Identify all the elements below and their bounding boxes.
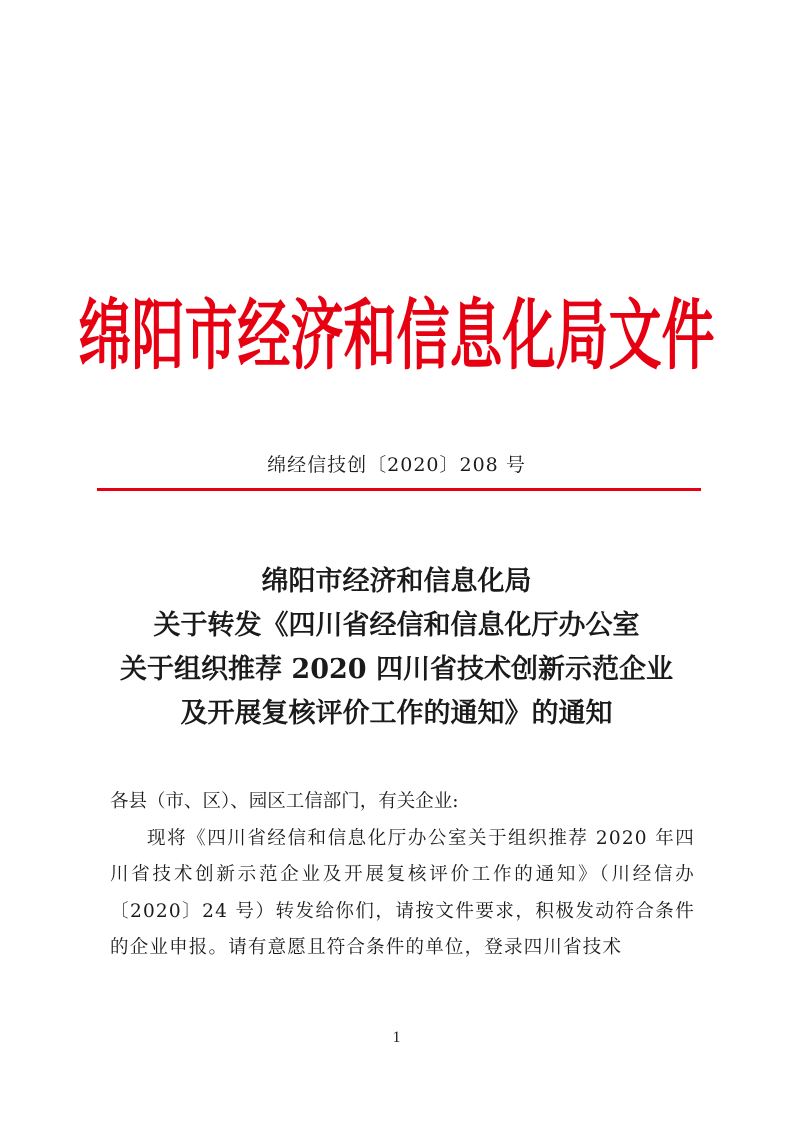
- title-line-2: 关于转发《四川省经信和信息化厅办公室: [153, 610, 640, 641]
- title-line-1: 绵阳市经济和信息化局: [261, 566, 532, 597]
- document-title: [0, 560, 793, 736]
- masthead-title: 绵阳市经济和信息化局文件: [78, 292, 715, 381]
- document-number: 绵经信技创〔2020〕208 号: [267, 454, 526, 476]
- red-separator-rule: [97, 488, 701, 491]
- body-paragraph: 现将《四川省经信和信息化厅办公室关于组织推荐 2020 年四川省技术创新示范企业及开展复核评价工作的通知》（川经信办〔2020〕24 号）转发给你们，请按文件要求，积极发动符合条件的企业申报。请有意愿且符合条件的单位，登录四川省技术: [110, 827, 695, 958]
- document-body: [110, 784, 695, 967]
- salutation: 各县（市、区）、园区工信部门，有关企业:: [110, 791, 459, 812]
- title-line-4: 及开展复核评价工作的通知》的通知: [180, 698, 613, 729]
- title-line-3: 关于组织推荐 2020 四川省技术创新示范企业: [120, 654, 673, 685]
- page-number: 1: [392, 1029, 401, 1046]
